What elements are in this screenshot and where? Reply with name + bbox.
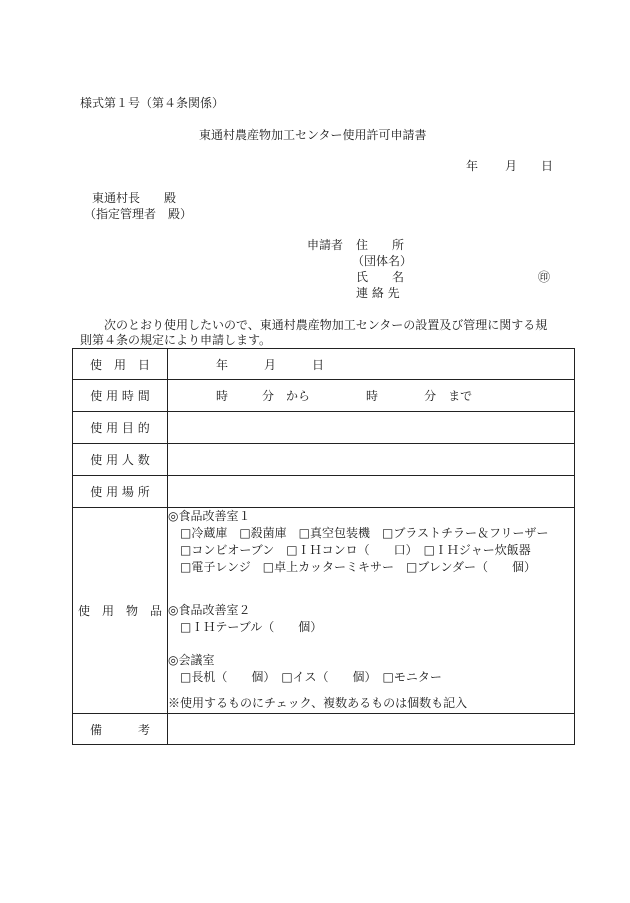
applicant-label: 申請者 [307,238,344,252]
application-table [72,348,575,745]
usage-time-field[interactable] [168,380,575,412]
intro-text-line1: 次のとおり使用したいので、東通村農産物加工センターの設置及び管理に関する規 [104,318,548,332]
addressee-manager: （指定管理者 殿） [84,207,193,221]
usage-place-field[interactable] [168,476,575,508]
time-minute-start: 分 [262,389,275,403]
row-usage-place [73,476,575,508]
intro-text-line2: 則第４条の規定により申請します。 [80,333,272,347]
usage-date-year: 年 [216,357,229,372]
usage-date-day: 日 [312,357,325,372]
row-usage-purpose [73,412,575,444]
row-usage-date [73,349,575,380]
room1-items-line3[interactable]: □電子レンジ □卓上カッターミキサー □ブレンダー（ 個） [180,560,537,574]
items-note: ※使用するものにチェック、複数あるものは個数も記入 [168,696,468,710]
row-usage-people [73,444,575,476]
usage-time-label: 使 用 時 間 [73,380,168,412]
room1-heading: ◎食品改善室１ [168,509,251,523]
seal-mark: ㊞ [538,270,551,284]
applicant-address-label: 住 所 [356,238,405,252]
room3-heading: ◎会議室 [168,653,215,667]
remarks-label: 備 考 [73,714,168,745]
row-remarks [73,714,575,745]
usage-date-label: 使 用 日 [73,349,168,380]
usage-purpose-label: 使 用 目 的 [73,412,168,444]
date-month: 月 [505,159,518,173]
document-title: 東通村農産物加工センター使用許可申請書 [199,128,427,142]
time-minute-end: 分 [424,389,437,403]
date-year: 年 [466,159,479,173]
usage-items-field [168,508,575,714]
applicant-name-label: 氏 名 [356,270,405,284]
room2-heading: ◎食品改善室２ [168,603,251,617]
form-number: 様式第１号（第４条関係） [80,96,225,110]
usage-people-field[interactable] [168,444,575,476]
time-hour-start: 時 [216,389,229,403]
usage-date-month: 月 [264,357,277,372]
remarks-field[interactable] [168,714,575,745]
applicant-group-label: （団体名） [352,254,413,268]
row-usage-time [73,380,575,412]
usage-place-label: 使 用 場 所 [73,476,168,508]
applicant-contact-label: 連 絡 先 [356,286,400,300]
date-day: 日 [541,159,554,173]
usage-items-label: 使 用 物 品 [73,508,168,714]
room1-items-line1[interactable]: □冷蔵庫 □殺菌庫 □真空包装機 □ブラストチラー＆フリーザー [180,526,549,540]
addressee-mayor: 東通村長 殿 [92,191,177,205]
row-usage-items [73,508,575,714]
time-hour-end: 時 [366,389,379,403]
room3-items-line1[interactable]: □長机（ 個） □イス（ 個） □モニター [180,670,442,684]
usage-purpose-field[interactable] [168,412,575,444]
usage-date-field[interactable] [168,349,575,380]
time-from: から [286,389,311,403]
usage-people-label: 使 用 人 数 [73,444,168,476]
room1-items-line2[interactable]: □コンビオーブン □ＩＨコンロ（ 口） □ＩＨジャー炊飯器 [180,543,531,557]
room2-items-line1[interactable]: □ＩＨテーブル（ 個） [180,620,323,634]
time-until: まで [448,389,473,403]
